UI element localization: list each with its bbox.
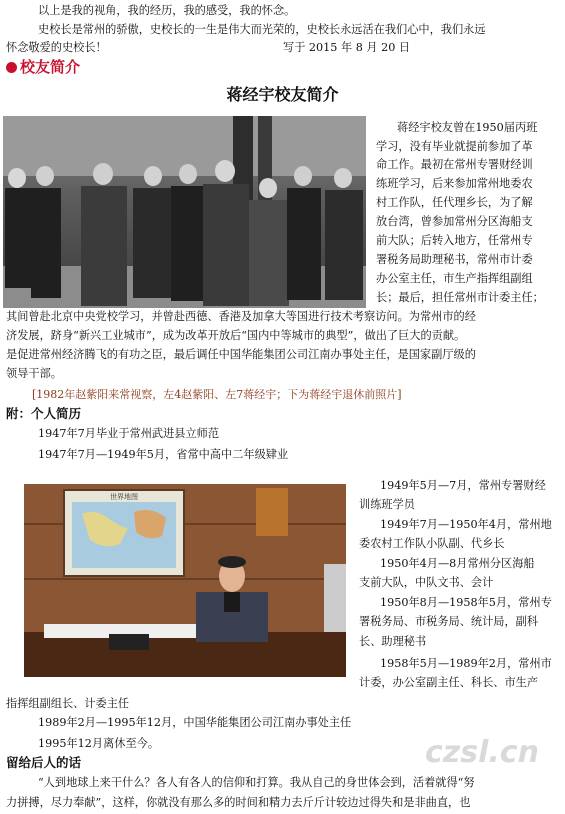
intro-line: 练班学习，后来参加常州地委农	[376, 177, 533, 190]
closing-line-3: 怀念敬爱的史校长！	[6, 41, 107, 54]
resume-line: 1958年5月—1989年2月，常州市	[380, 657, 552, 670]
group-photo	[3, 116, 366, 308]
resume-line: 计委，办公室副主任、科长、市生产	[359, 676, 539, 689]
closing-line-1: 以上是我的视角，我的经历，我的感受，我的怀念。	[38, 4, 296, 17]
resume-line: 1949年7月—1950年4月，常州地	[380, 518, 552, 531]
resume-line: 署税务局、市税务局、统计局，副科	[359, 615, 539, 628]
resume-line: 支前大队，中队文书、会计	[359, 576, 494, 589]
office-photo	[24, 484, 346, 677]
intro-line: 办公室主任，市生产指挥组副组	[376, 272, 533, 285]
words-line: 力拼搏，尽力奉献”，这样，你就没有那么多的时间和精力去斤斤计较边过得失和是非曲直，也	[6, 796, 471, 809]
intro-line: 前大队；后转入地方，任常州专	[376, 234, 533, 247]
resume-line: 1989年2月—1995年12月，中国华能集团公司江南办事处主任	[38, 716, 352, 729]
resume-line: 1947年7月毕业于常州武进县立师范	[38, 427, 220, 440]
resume-line: 指挥组副组长、计委主任	[6, 697, 130, 710]
intro-line: 长；最后，担任常州市计委主任；	[376, 291, 544, 304]
resume-line: 1949年5月—7月，常州专署财经	[380, 479, 546, 492]
article-title: 蒋经宇校友简介	[226, 85, 339, 104]
group-photo-figures	[3, 116, 366, 308]
office-photo-scene	[24, 484, 346, 677]
intro-line: 命工作。最初在常州专署财经训	[376, 158, 533, 171]
intro-full-line: 其间曾赴北京中央党校学习，并曾赴西德、香港及加拿大等国进行技术考察访问。为常州市的经	[6, 310, 476, 323]
resume-line: 委农村工作队小队副、代乡长	[359, 537, 505, 550]
words-line: “人到地球上来干什么？各人有各人的信仰和打算。我从自己的身世体会到，活着就得“努	[38, 776, 475, 789]
closing-date: 写于 2015 年 8 月 20 日	[283, 41, 411, 54]
intro-line: 村工作队，任代理乡长，为了解	[376, 196, 533, 209]
intro-line: 放台湾，曾参加常州分区海船支	[376, 215, 533, 228]
closing-line-2: 史校长是常州的骄傲，史校长的一生是伟大而光荣的，史校长永远活在我们心中，我们永远	[38, 23, 486, 36]
bullet-dot-icon	[6, 62, 17, 73]
resume-heading: 附：个人简历	[6, 406, 82, 421]
resume-line: 1950年4月—8月常州分区海船	[380, 557, 535, 570]
intro-full-line: 济发展，跻身“新兴工业城市”，成为改革开放后“国内中等城市的典型”，做出了巨大的贡献。	[6, 329, 466, 342]
intro-full-line: 是促进常州经济腾飞的有功之臣，最后调任中国华能集团公司江南办事处主任，是国家副厅级的	[6, 348, 476, 361]
intro-line: 蒋经宇校友曾在1950届丙班	[397, 121, 538, 134]
section-heading: 校友简介	[6, 56, 80, 77]
intro-line: 学习，没有毕业就提前参加了革	[376, 140, 533, 153]
resume-line: 训练班学员	[359, 498, 415, 511]
map-label: 世界地图	[110, 493, 138, 501]
photo-caption: [1982年赵紫阳来常视察，左4赵紫阳、左7蒋经宇；下为蒋经宇退休前照片]	[32, 388, 402, 401]
resume-line: 长、助理秘书	[359, 635, 427, 648]
resume-line: 1995年12月离休至今。	[38, 737, 160, 750]
resume-line: 1950年8月—1958年5月，常州专	[380, 596, 552, 609]
words-heading: 留给后人的话	[6, 755, 82, 770]
watermark: czsl.cn	[425, 735, 539, 770]
resume-line: 1947年7月—1949年5月，省常中高中二年级肄业	[38, 448, 289, 461]
intro-full-line: 领导干部。	[6, 367, 62, 380]
intro-line: 署税务局助理秘书，常州市计委	[376, 253, 533, 266]
